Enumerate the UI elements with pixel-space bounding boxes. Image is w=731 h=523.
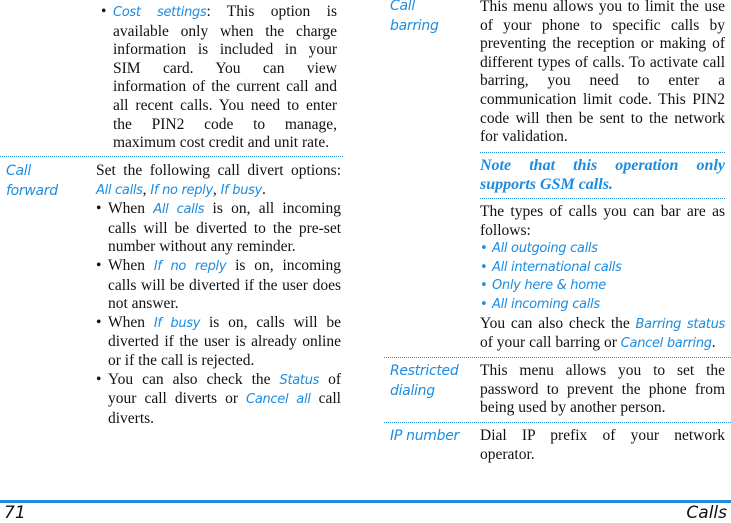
list-item: • All outgoing calls — [480, 240, 725, 259]
gsm-note: Note that this operation only supports GSM calls. — [480, 157, 725, 193]
list-item: • All international calls — [480, 259, 725, 278]
option-all-calls: All calls — [96, 182, 143, 198]
barring-check-text: You can also check the Barring status of your call barring or Cancel barring. — [480, 314, 725, 352]
divider-note-top — [480, 152, 725, 153]
list-item: • When All calls is on, all incoming calls will be diverted to the pre-set number without any reminder. — [96, 200, 341, 257]
call-forward-bullets — [96, 200, 341, 428]
divider-restricted — [384, 357, 731, 358]
call-forward-body — [96, 162, 341, 428]
option-if-busy: If busy — [220, 182, 263, 198]
option-if-no-reply: If no reply — [150, 182, 213, 198]
barring-types-list — [480, 240, 725, 314]
restricted-dialing-label: Restricted dialing — [390, 363, 459, 399]
section-title: Calls — [686, 503, 727, 523]
cost-settings-term: Cost settings — [113, 5, 207, 20]
cancel-barring-term: Cancel barring — [620, 336, 712, 352]
cost-settings-item — [101, 3, 337, 153]
divider-note-bottom — [480, 198, 725, 199]
barring-types — [480, 203, 725, 354]
list-item: • You can also check the Status of your call diverts or Cancel all call diverts. — [96, 371, 341, 429]
list-item: • When If no reply is on, incoming calls will be diverted if the user does not answer. — [96, 257, 341, 314]
footer-rule — [0, 500, 731, 503]
list-item: • When If busy is on, calls will be diverted if the user is already online or if the call is rejected. — [96, 314, 341, 371]
ip-number-label: IP number — [390, 428, 459, 444]
divider-ip — [384, 422, 731, 423]
barring-types-intro: The types of calls you can bar are as follows: — [480, 203, 725, 239]
list-item: • Only here & home — [480, 277, 725, 296]
list-item: • All incoming calls — [480, 296, 725, 315]
call-forward-intro: Set the following call divert options: All calls, If no reply, If busy. — [96, 162, 341, 198]
call-forward-label: Call forward — [6, 163, 58, 199]
restricted-dialing-text: This menu allows you to set the password to prevent the phone from being used by another person. — [480, 362, 725, 417]
call-barring-label: Call barring — [390, 0, 439, 34]
cost-settings-text: : This option is available only when the charge information is included in your SIM card. You can view information of the current call and all recent calls. You need to enter the PIN2 code to manage, maximum cost credit and unit rate. — [113, 3, 337, 152]
page-number: 71 — [4, 503, 26, 523]
divider-left — [0, 156, 343, 157]
barring-status-term: Barring status — [635, 316, 725, 332]
call-barring-text: This menu allows you to limit the use of your phone to specific calls by preventing the reception or making of different types of calls. To activate call barring, you need to enter a communication limit code. This PIN2 code will then be sent to the network for validation. — [480, 0, 725, 146]
ip-number-text: Dial IP prefix of your network operator. — [480, 427, 725, 463]
